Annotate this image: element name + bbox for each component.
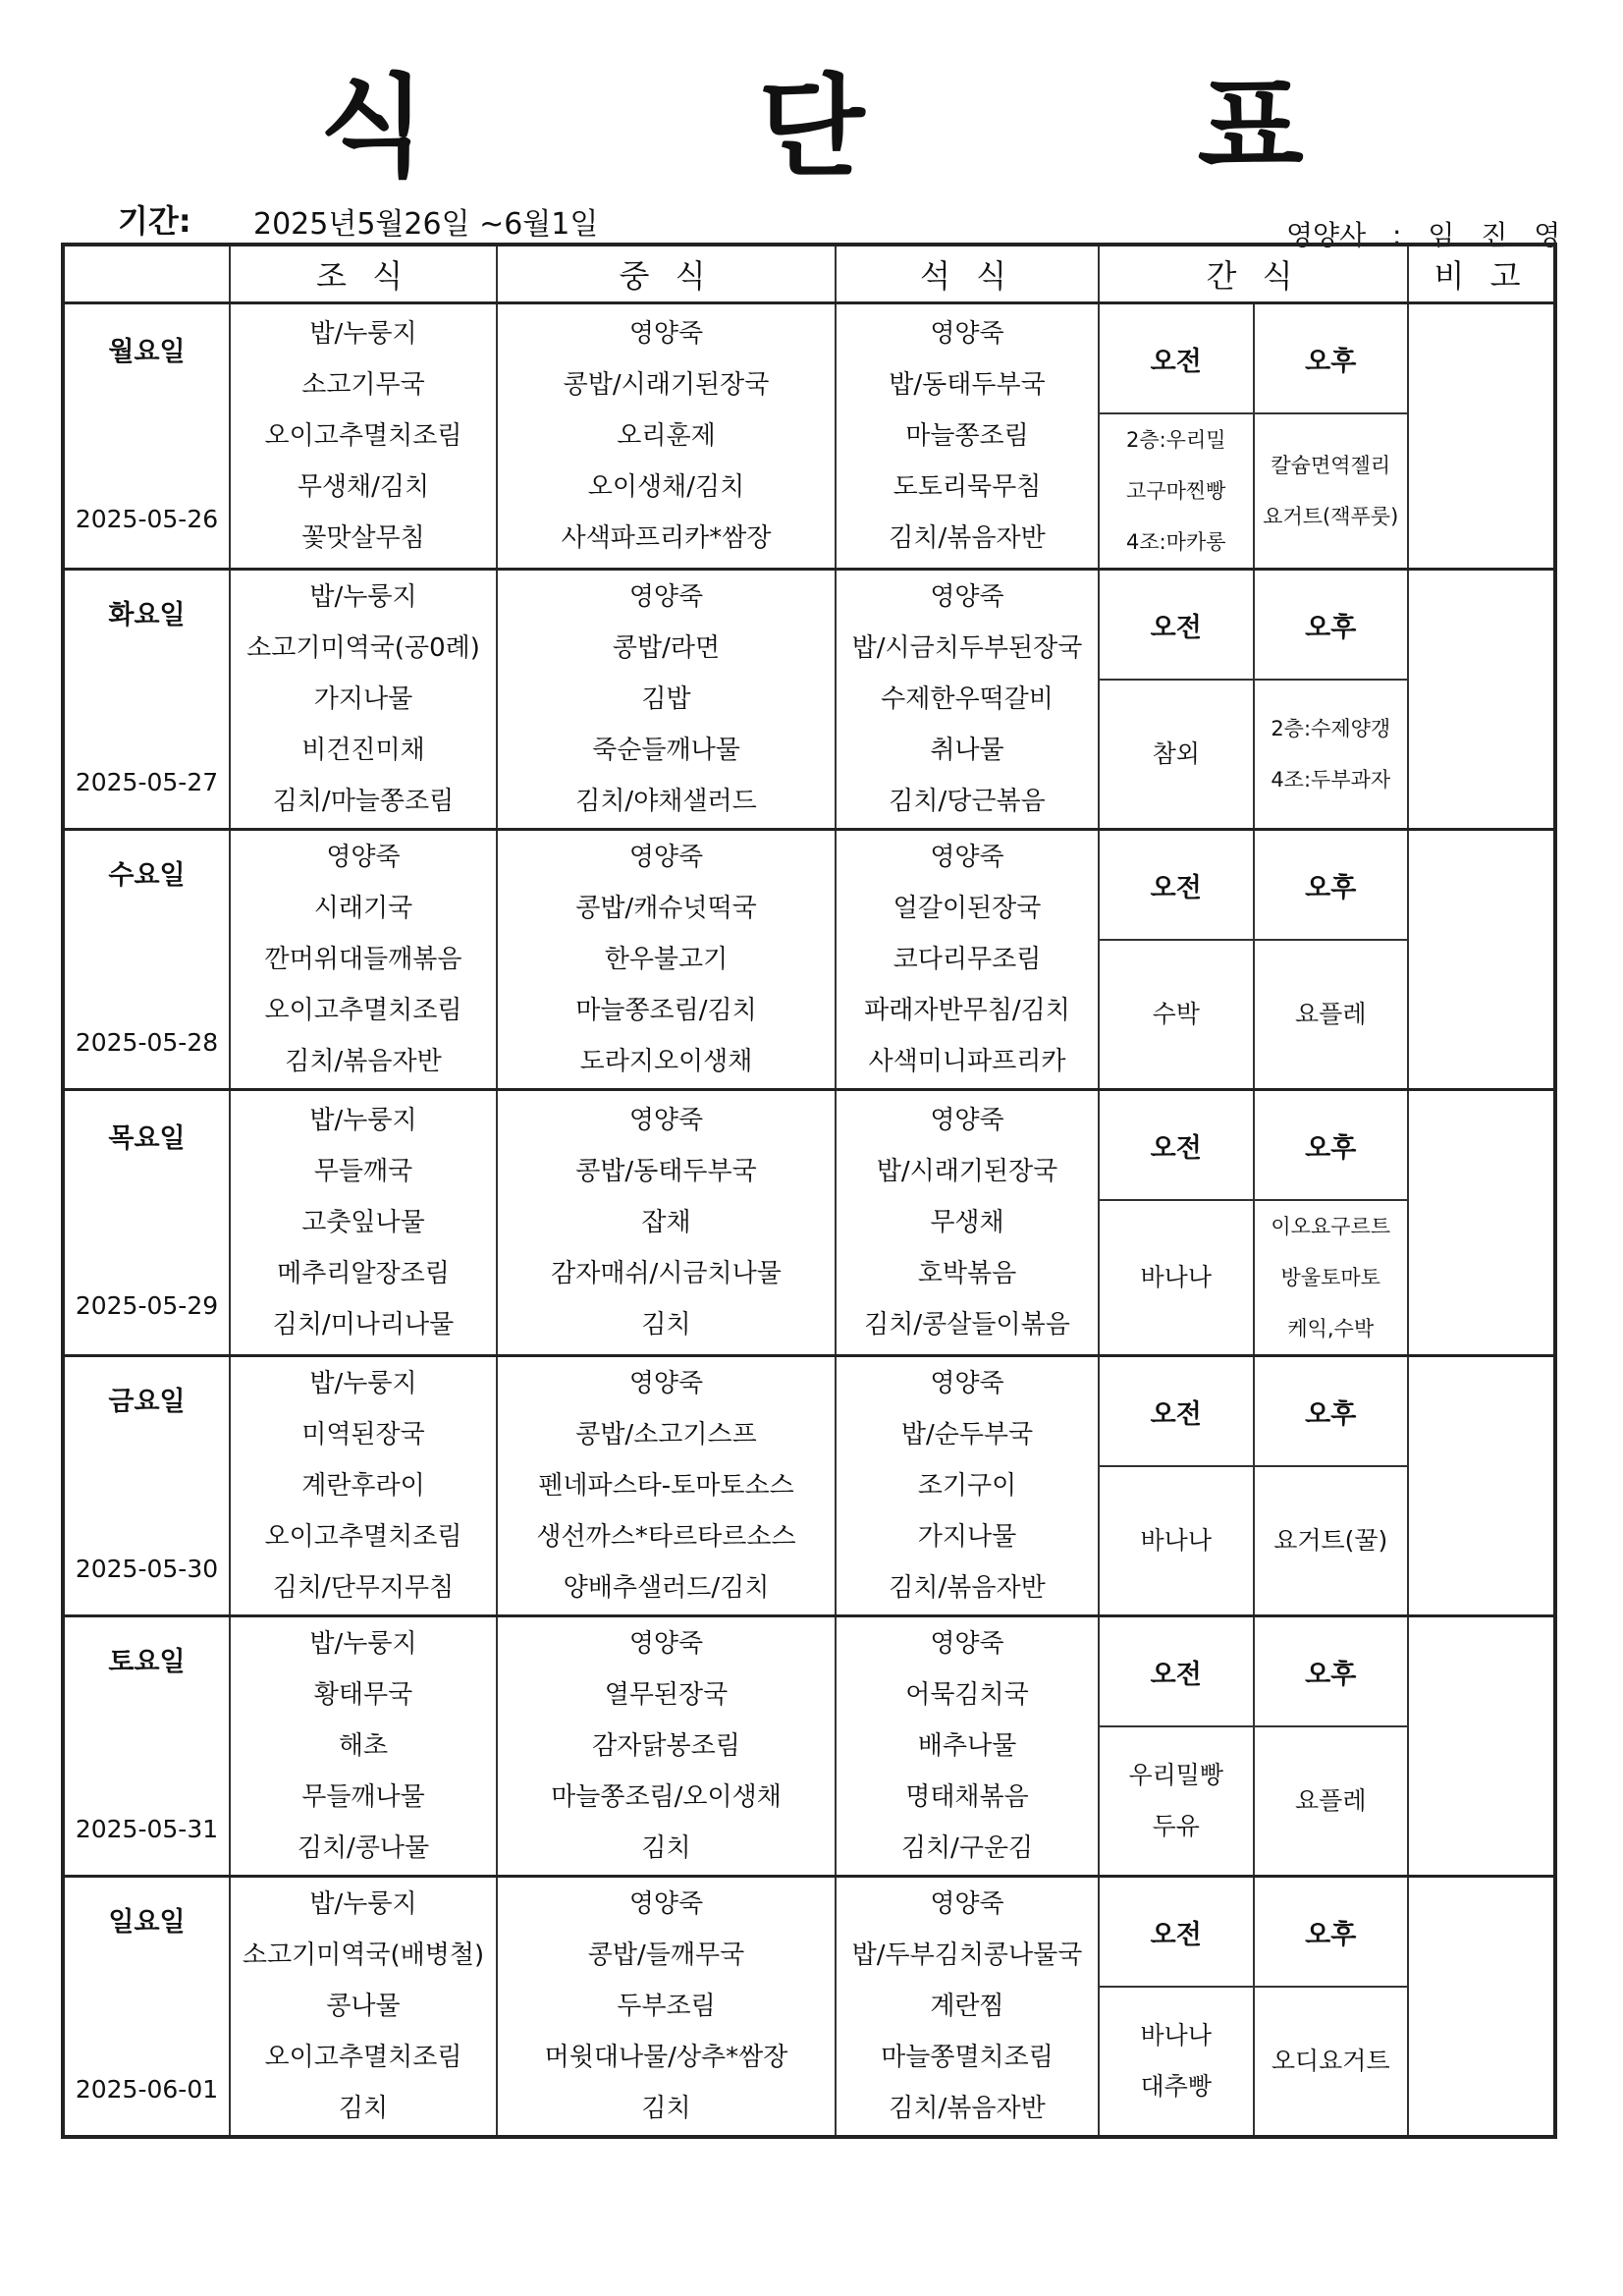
menu-item: 영양죽 bbox=[930, 1889, 1004, 1919]
header-row bbox=[63, 245, 1555, 303]
snack-am-cell bbox=[1100, 1726, 1254, 1875]
day-cell bbox=[63, 830, 230, 1090]
snack-cell bbox=[1099, 1616, 1408, 1877]
menu-item: 콩밥/시래기된장국 bbox=[563, 370, 770, 400]
menu-item: 김치/콩살들이볶음 bbox=[864, 1310, 1070, 1339]
breakfast-cell bbox=[230, 1356, 497, 1616]
menu-item: 바나나 bbox=[1140, 2021, 1212, 2050]
menu-item: 김치/당근볶음 bbox=[889, 787, 1046, 816]
day-date: 2025-05-28 bbox=[75, 1028, 219, 1057]
menu-item: 콩밥/캐슈넛떡국 bbox=[575, 894, 757, 923]
menu-item: 4조:두부과자 bbox=[1271, 768, 1391, 792]
snack-pm-cell bbox=[1254, 1466, 1408, 1614]
snack-pm-cell bbox=[1254, 940, 1408, 1088]
day-row bbox=[63, 570, 1555, 830]
day-cell bbox=[63, 1356, 230, 1616]
menu-item: 영양죽 bbox=[628, 319, 704, 349]
menu-item: 김치/구운김 bbox=[900, 1833, 1034, 1863]
snack-pm-cell bbox=[1254, 1200, 1408, 1354]
snack-cell bbox=[1099, 303, 1408, 570]
snack-pm-cell bbox=[1254, 1987, 1408, 2135]
day-row bbox=[63, 1616, 1555, 1877]
day-row bbox=[63, 303, 1555, 570]
menu-item: 시래기국 bbox=[313, 894, 413, 923]
lunch-cell bbox=[497, 830, 836, 1090]
menu-item: 영양죽 bbox=[930, 1106, 1004, 1135]
menu-item: 소고기미역국(배병철) bbox=[242, 1941, 485, 1970]
menu-item: 생선까스*타르타르소스 bbox=[536, 1522, 796, 1552]
snack-table bbox=[1100, 304, 1407, 568]
snack-head-row bbox=[1100, 1617, 1407, 1726]
menu-item: 케익,수박 bbox=[1287, 1317, 1375, 1340]
snack-am-label: 오전 bbox=[1100, 1878, 1254, 1987]
snack-pm-label: 오후 bbox=[1254, 1617, 1408, 1726]
snack-head-row bbox=[1100, 1878, 1407, 1987]
page-title: 식 단 표 bbox=[319, 64, 1451, 191]
menu-item: 머윗대나물/상추*쌈장 bbox=[544, 2043, 788, 2072]
dietitian-label: 영양사 : bbox=[1286, 219, 1402, 251]
snack-pm-cell bbox=[1254, 680, 1408, 828]
header-lunch: 중 식 bbox=[497, 245, 836, 303]
menu-item: 사색미니파프리카 bbox=[868, 1047, 1066, 1076]
breakfast-cell bbox=[230, 1616, 497, 1877]
snack-am-cell bbox=[1100, 1200, 1254, 1354]
snack-pm-cell bbox=[1254, 413, 1408, 568]
dinner-cell bbox=[836, 303, 1099, 570]
menu-item: 김치/볶음자반 bbox=[889, 2094, 1046, 2123]
menu-item: 밥/두부김치콩나물국 bbox=[851, 1941, 1083, 1970]
menu-item: 김치 bbox=[338, 2094, 389, 2123]
snack-pm-label: 오후 bbox=[1254, 1091, 1408, 1200]
day-date: 2025-05-29 bbox=[75, 1291, 219, 1320]
breakfast-cell bbox=[230, 303, 497, 570]
snack-am-cell bbox=[1100, 680, 1254, 828]
menu-item: 2층:수제양갱 bbox=[1271, 717, 1391, 740]
snack-head-row bbox=[1100, 1091, 1407, 1200]
menu-item: 요플레 bbox=[1295, 1000, 1367, 1028]
snack-pm-label: 오후 bbox=[1254, 304, 1408, 413]
menu-item: 밥/누룽지 bbox=[309, 1369, 417, 1398]
day-name: 금요일 bbox=[108, 1387, 186, 1417]
menu-item: 무생채 bbox=[930, 1208, 1004, 1237]
day-cell bbox=[63, 570, 230, 830]
header-day bbox=[63, 245, 230, 303]
menu-item: 밥/시래기된장국 bbox=[876, 1157, 1058, 1186]
menu-item: 참외 bbox=[1152, 739, 1200, 768]
menu-item: 밥/시금치두부된장국 bbox=[851, 633, 1083, 663]
menu-item: 가지나물 bbox=[313, 684, 413, 714]
menu-item: 요거트(잭푸룻) bbox=[1263, 505, 1399, 528]
menu-item: 콩밥/동태두부국 bbox=[575, 1157, 757, 1186]
menu-item: 계란후라이 bbox=[301, 1471, 425, 1501]
menu-item: 가지나물 bbox=[917, 1522, 1017, 1552]
menu-item: 김치/단무지무침 bbox=[272, 1573, 455, 1603]
menu-item: 김치 bbox=[641, 2094, 691, 2123]
snack-body-row bbox=[1100, 940, 1407, 1088]
menu-body bbox=[63, 303, 1555, 2138]
snack-pm-label: 오후 bbox=[1254, 1878, 1408, 1987]
menu-item: 김치/볶음자반 bbox=[285, 1047, 442, 1076]
menu-item: 얼갈이된장국 bbox=[893, 894, 1042, 923]
menu-item: 파래자반무침/김치 bbox=[864, 996, 1070, 1025]
day-cell bbox=[63, 1090, 230, 1356]
menu-item: 영양죽 bbox=[326, 843, 401, 872]
snack-am-label: 오전 bbox=[1100, 304, 1254, 413]
snack-cell bbox=[1099, 830, 1408, 1090]
menu-item: 감자매쉬/시금치나물 bbox=[551, 1259, 782, 1288]
dinner-cell bbox=[836, 830, 1099, 1090]
lunch-cell bbox=[497, 1090, 836, 1356]
lunch-cell bbox=[497, 1616, 836, 1877]
snack-head-row bbox=[1100, 1357, 1407, 1466]
menu-item: 사색파프리카*쌈장 bbox=[561, 523, 772, 553]
note-cell bbox=[1408, 1877, 1555, 2138]
dinner-cell bbox=[836, 1616, 1099, 1877]
menu-item: 메추리알장조림 bbox=[277, 1259, 450, 1288]
menu-item: 밥/누룽지 bbox=[309, 319, 417, 349]
day-cell bbox=[63, 1616, 230, 1877]
dinner-cell bbox=[836, 570, 1099, 830]
menu-item: 죽순들깨나물 bbox=[592, 736, 740, 765]
snack-am-label: 오전 bbox=[1100, 1357, 1254, 1466]
dietitian-name: 임 진 영 bbox=[1428, 219, 1561, 251]
menu-item: 영양죽 bbox=[628, 1629, 704, 1659]
day-row bbox=[63, 1090, 1555, 1356]
menu-item: 영양죽 bbox=[930, 843, 1004, 872]
menu-item: 대추빵 bbox=[1140, 2072, 1212, 2101]
snack-pm-label: 오후 bbox=[1254, 571, 1408, 680]
menu-item: 두유 bbox=[1152, 1812, 1200, 1840]
snack-body-row bbox=[1100, 1200, 1407, 1354]
menu-item: 콩밥/소고기스프 bbox=[575, 1420, 757, 1449]
note-cell bbox=[1408, 1356, 1555, 1616]
snack-body-row bbox=[1100, 413, 1407, 568]
day-date: 2025-05-30 bbox=[75, 1555, 219, 1583]
menu-item: 김치/마늘쫑조림 bbox=[272, 787, 455, 816]
day-name: 목요일 bbox=[108, 1123, 186, 1154]
menu-item: 2층:우리밀 bbox=[1125, 428, 1226, 452]
menu-item: 양배추샐러드/김치 bbox=[563, 1573, 770, 1603]
menu-item: 미역된장국 bbox=[301, 1420, 425, 1449]
menu-item: 오디요거트 bbox=[1271, 2047, 1390, 2075]
day-cell bbox=[63, 1877, 230, 2138]
menu-item: 오이고추멸치조림 bbox=[264, 421, 462, 451]
menu-item: 한우불고기 bbox=[604, 945, 729, 974]
note-cell bbox=[1408, 303, 1555, 570]
menu-item: 오이고추멸치조림 bbox=[264, 1522, 462, 1552]
snack-cell bbox=[1099, 570, 1408, 830]
day-name: 화요일 bbox=[108, 600, 186, 630]
day-date: 2025-06-01 bbox=[75, 2075, 219, 2104]
menu-item: 김치/미나리나물 bbox=[272, 1310, 455, 1339]
menu-item: 고구마찐빵 bbox=[1126, 479, 1226, 503]
breakfast-cell bbox=[230, 830, 497, 1090]
day-row bbox=[63, 830, 1555, 1090]
snack-am-cell bbox=[1100, 940, 1254, 1088]
snack-pm-label: 오후 bbox=[1254, 831, 1408, 940]
menu-item: 감자닭봉조림 bbox=[592, 1731, 740, 1761]
snack-table bbox=[1100, 831, 1407, 1088]
menu-item: 영양죽 bbox=[628, 1889, 704, 1919]
menu-item: 해초 bbox=[338, 1731, 389, 1761]
menu-item: 영양죽 bbox=[930, 1369, 1004, 1398]
menu-item: 오이생채/김치 bbox=[587, 472, 745, 502]
menu-item: 조기구이 bbox=[917, 1471, 1017, 1501]
period-label: 기간: bbox=[118, 202, 191, 240]
menu-item: 바나나 bbox=[1140, 1526, 1212, 1555]
snack-am-cell bbox=[1100, 1466, 1254, 1614]
lunch-cell bbox=[497, 570, 836, 830]
menu-item: 황태무국 bbox=[313, 1680, 413, 1710]
snack-am-label: 오전 bbox=[1100, 831, 1254, 940]
snack-head-row bbox=[1100, 831, 1407, 940]
note-cell bbox=[1408, 830, 1555, 1090]
menu-item: 영양죽 bbox=[628, 1106, 704, 1135]
day-cell bbox=[63, 303, 230, 570]
menu-item: 김치/볶음자반 bbox=[889, 1573, 1046, 1603]
menu-item: 무생채/김치 bbox=[297, 472, 430, 502]
breakfast-cell bbox=[230, 570, 497, 830]
snack-table bbox=[1100, 571, 1407, 828]
snack-table bbox=[1100, 1357, 1407, 1614]
menu-item: 마늘쫑조림/오이생채 bbox=[551, 1782, 782, 1812]
menu-item: 밥/누룽지 bbox=[309, 1629, 417, 1659]
snack-pm-cell bbox=[1254, 1726, 1408, 1875]
snack-am-label: 오전 bbox=[1100, 1091, 1254, 1200]
day-name: 일요일 bbox=[108, 1907, 186, 1938]
menu-item: 영양죽 bbox=[930, 1629, 1004, 1659]
snack-cell bbox=[1099, 1877, 1408, 2138]
menu-item: 두부조림 bbox=[617, 1992, 716, 2021]
note-cell bbox=[1408, 1090, 1555, 1356]
menu-item: 밥/누룽지 bbox=[309, 1106, 417, 1135]
lunch-cell bbox=[497, 1356, 836, 1616]
note-cell bbox=[1408, 570, 1555, 830]
dinner-cell bbox=[836, 1877, 1099, 2138]
menu-item: 영양죽 bbox=[930, 582, 1004, 612]
snack-am-cell bbox=[1100, 413, 1254, 568]
snack-table bbox=[1100, 1617, 1407, 1875]
menu-item: 밥/동태두부국 bbox=[889, 370, 1046, 400]
menu-item: 호박볶음 bbox=[917, 1259, 1017, 1288]
menu-item: 무들깨나물 bbox=[301, 1782, 425, 1812]
menu-item: 콩밥/라면 bbox=[612, 633, 721, 663]
day-name: 수요일 bbox=[108, 860, 186, 891]
menu-item: 오이고추멸치조림 bbox=[264, 2043, 462, 2072]
menu-item: 김치/야채샐러드 bbox=[575, 787, 757, 816]
period-value: 2025년5월26일 ~6월1일 bbox=[253, 207, 599, 242]
menu-item: 요플레 bbox=[1295, 1786, 1367, 1815]
snack-body-row bbox=[1100, 1466, 1407, 1614]
day-date: 2025-05-26 bbox=[75, 505, 219, 533]
snack-head-row bbox=[1100, 304, 1407, 413]
menu-item: 계란찜 bbox=[930, 1992, 1004, 2021]
day-row bbox=[63, 1356, 1555, 1616]
menu-item: 오리훈제 bbox=[617, 421, 716, 451]
snack-body-row bbox=[1100, 680, 1407, 828]
snack-pm-label: 오후 bbox=[1254, 1357, 1408, 1466]
snack-am-label: 오전 bbox=[1100, 571, 1254, 680]
menu-item: 요거트(꿀) bbox=[1273, 1526, 1388, 1555]
menu-item: 콩밥/들깨무국 bbox=[587, 1941, 745, 1970]
menu-table bbox=[61, 243, 1557, 2139]
menu-item: 김치 bbox=[641, 1310, 691, 1339]
snack-am-label: 오전 bbox=[1100, 1617, 1254, 1726]
lunch-cell bbox=[497, 1877, 836, 2138]
menu-item: 4조:마카롱 bbox=[1125, 530, 1226, 554]
menu-item: 마늘쫑조림 bbox=[905, 421, 1029, 451]
menu-item: 우리밀빵 bbox=[1128, 1761, 1224, 1789]
menu-item: 소고기무국 bbox=[301, 370, 425, 400]
breakfast-cell bbox=[230, 1877, 497, 2138]
menu-item: 영양죽 bbox=[628, 843, 704, 872]
menu-item: 밥/누룽지 bbox=[309, 582, 417, 612]
menu-item: 마늘쫑조림/김치 bbox=[575, 996, 757, 1025]
menu-item: 바나나 bbox=[1140, 1263, 1212, 1291]
snack-cell bbox=[1099, 1356, 1408, 1616]
header-note: 비 고 bbox=[1408, 245, 1555, 303]
snack-head-row bbox=[1100, 571, 1407, 680]
dinner-cell bbox=[836, 1356, 1099, 1616]
menu-item: 김치/볶음자반 bbox=[889, 523, 1046, 553]
snack-table bbox=[1100, 1878, 1407, 2135]
day-name: 토요일 bbox=[108, 1647, 186, 1677]
menu-item: 영양죽 bbox=[628, 1369, 704, 1398]
menu-item: 배추나물 bbox=[917, 1731, 1017, 1761]
menu-item: 방울토마토 bbox=[1280, 1266, 1380, 1289]
menu-item: 수박 bbox=[1152, 1000, 1200, 1028]
lunch-cell bbox=[497, 303, 836, 570]
menu-item: 영양죽 bbox=[628, 582, 704, 612]
header-snack: 간 식 bbox=[1099, 245, 1408, 303]
menu-item: 콩나물 bbox=[326, 1992, 401, 2021]
menu-item: 김밥 bbox=[641, 684, 691, 714]
menu-item: 비건진미채 bbox=[301, 736, 425, 765]
snack-body-row bbox=[1100, 1726, 1407, 1875]
menu-item: 꽃맛살무침 bbox=[301, 523, 425, 553]
menu-item: 밥/순두부국 bbox=[900, 1420, 1034, 1449]
snack-cell bbox=[1099, 1090, 1408, 1356]
menu-item: 명태채볶음 bbox=[905, 1782, 1029, 1812]
menu-item: 깐머위대들깨볶음 bbox=[264, 945, 462, 974]
day-date: 2025-05-31 bbox=[75, 1815, 219, 1843]
menu-item: 이오요구르트 bbox=[1271, 1215, 1391, 1238]
note-cell bbox=[1408, 1616, 1555, 1877]
day-date: 2025-05-27 bbox=[75, 768, 219, 796]
day-row bbox=[63, 1877, 1555, 2138]
menu-item: 취나물 bbox=[930, 736, 1004, 765]
menu-item: 코다리무조림 bbox=[893, 945, 1042, 974]
breakfast-cell bbox=[230, 1090, 497, 1356]
snack-table bbox=[1100, 1091, 1407, 1354]
header-dinner: 석 식 bbox=[836, 245, 1099, 303]
menu-item: 마늘쫑멸치조림 bbox=[881, 2043, 1054, 2072]
day-name: 월요일 bbox=[108, 337, 186, 367]
menu-item: 영양죽 bbox=[930, 319, 1004, 349]
menu-item: 밥/누룽지 bbox=[309, 1889, 417, 1919]
menu-item: 펜네파스타-토마토소스 bbox=[538, 1471, 794, 1501]
menu-item: 오이고추멸치조림 bbox=[264, 996, 462, 1025]
snack-am-cell bbox=[1100, 1987, 1254, 2135]
menu-item: 소고기미역국(공0례) bbox=[246, 633, 480, 663]
menu-item: 수제한우떡갈비 bbox=[881, 684, 1054, 714]
menu-item: 도토리묵무침 bbox=[893, 472, 1042, 502]
header-breakfast: 조 식 bbox=[230, 245, 497, 303]
menu-item: 김치 bbox=[641, 1833, 691, 1863]
menu-item: 잡채 bbox=[641, 1208, 691, 1237]
menu-item: 칼슘면역젤리 bbox=[1271, 454, 1391, 477]
menu-item: 무들깨국 bbox=[313, 1157, 413, 1186]
menu-item: 김치/콩나물 bbox=[297, 1833, 430, 1863]
dinner-cell bbox=[836, 1090, 1099, 1356]
menu-item: 어묵김치국 bbox=[905, 1680, 1029, 1710]
menu-item: 열무된장국 bbox=[604, 1680, 729, 1710]
menu-item: 도라지오이생채 bbox=[579, 1047, 753, 1076]
menu-item: 고춧잎나물 bbox=[301, 1208, 425, 1237]
snack-body-row bbox=[1100, 1987, 1407, 2135]
